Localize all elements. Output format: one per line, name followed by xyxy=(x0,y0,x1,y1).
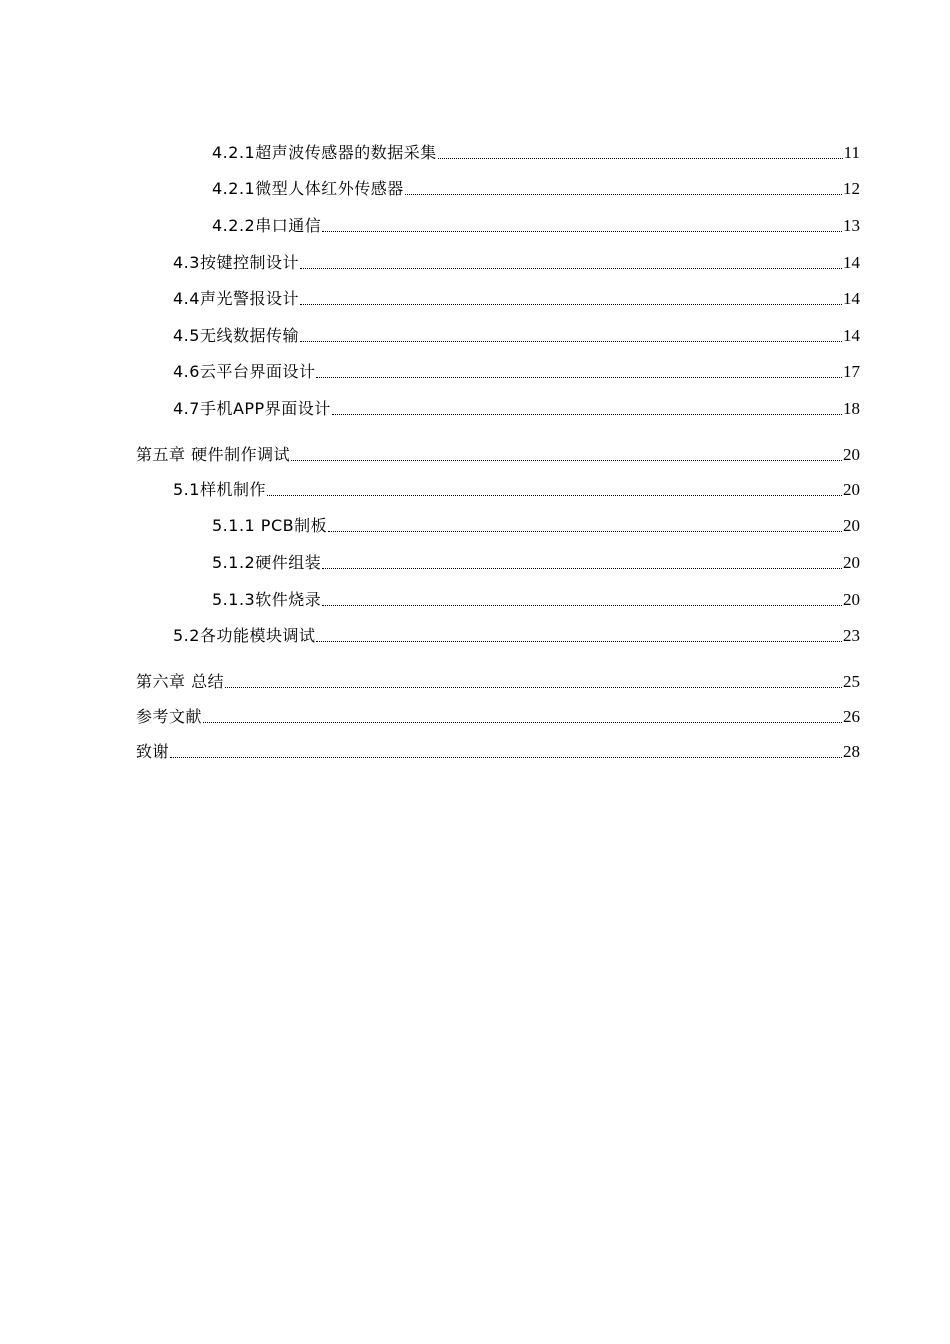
toc-entry-page: 12 xyxy=(843,179,860,198)
toc-entry-page: 28 xyxy=(843,742,860,761)
toc-entry-title: 致谢 xyxy=(136,742,170,761)
toc-entry-page: 14 xyxy=(843,253,860,272)
toc-entry[interactable] xyxy=(136,666,860,692)
toc-entry[interactable] xyxy=(212,173,860,199)
toc-entry[interactable] xyxy=(136,439,860,465)
toc-entry-page: 20 xyxy=(843,590,860,609)
toc-entry-page: 20 xyxy=(843,516,860,535)
toc-entry-title: 4.2.1微型人体红外传感器 xyxy=(212,179,404,198)
toc-dot-leader xyxy=(322,568,842,569)
toc-dot-leader xyxy=(291,460,842,461)
toc-entry-title: 4.5无线数据传输 xyxy=(173,326,299,345)
toc-dot-leader xyxy=(316,641,842,642)
toc-entry[interactable] xyxy=(136,701,860,727)
toc-entry[interactable] xyxy=(212,584,860,610)
toc-dot-leader xyxy=(300,341,842,342)
toc-entry-page: 18 xyxy=(843,399,860,418)
toc-entry-title: 5.1样机制作 xyxy=(173,480,266,499)
toc-entry[interactable] xyxy=(173,474,860,500)
toc-entry-page: 14 xyxy=(843,289,860,308)
toc-entry-page: 17 xyxy=(843,362,860,381)
toc-entry[interactable] xyxy=(173,620,860,646)
toc-entry[interactable] xyxy=(173,356,860,382)
toc-entry-page: 25 xyxy=(843,672,860,691)
toc-entry-title: 5.1.3软件烧录 xyxy=(212,590,322,609)
toc-entry-title: 5.2各功能模块调试 xyxy=(173,626,316,645)
toc-entry-title: 4.3按键控制设计 xyxy=(173,253,299,272)
toc-entry-title: 4.2.2串口通信 xyxy=(212,216,322,235)
toc-entry[interactable] xyxy=(212,210,860,236)
toc-entry-title: 5.1.2硬件组装 xyxy=(212,553,322,572)
toc-entry[interactable] xyxy=(136,736,860,762)
toc-entry-page: 11 xyxy=(843,143,860,162)
toc-entry-page: 26 xyxy=(843,707,860,726)
toc-entry[interactable] xyxy=(212,510,860,536)
toc-entry-page: 14 xyxy=(843,326,860,345)
toc-dot-leader xyxy=(300,268,842,269)
toc-dot-leader xyxy=(203,722,842,723)
toc-dot-leader xyxy=(170,757,842,758)
toc-entry[interactable] xyxy=(173,247,860,273)
toc-dot-leader xyxy=(332,414,842,415)
toc-dot-leader xyxy=(438,158,843,159)
toc-dot-leader xyxy=(405,194,842,195)
toc-entry-title: 第五章 硬件制作调试 xyxy=(136,445,291,464)
toc-entry-title: 第六章 总结 xyxy=(136,672,225,691)
toc-entry-page: 23 xyxy=(843,626,860,645)
toc-entry[interactable] xyxy=(212,137,860,163)
toc-entry-page: 20 xyxy=(843,553,860,572)
toc-entry-page: 20 xyxy=(843,445,860,464)
toc-dot-leader xyxy=(322,231,842,232)
toc-dot-leader xyxy=(322,605,842,606)
toc-entry-title: 4.6云平台界面设计 xyxy=(173,362,316,381)
toc-entry-title: 4.2.1超声波传感器的数据采集 xyxy=(212,143,437,162)
toc-entry-title: 5.1.1 PCB制板 xyxy=(212,516,328,535)
toc-entry-page: 20 xyxy=(843,480,860,499)
toc-dot-leader xyxy=(267,495,842,496)
toc-dot-leader xyxy=(225,687,842,688)
toc-entry-title: 参考文献 xyxy=(136,707,203,726)
toc-entry[interactable] xyxy=(212,547,860,573)
table-of-contents xyxy=(136,0,860,800)
toc-entry[interactable] xyxy=(173,393,860,419)
toc-entry[interactable] xyxy=(173,283,860,309)
toc-dot-leader xyxy=(328,531,842,532)
toc-entry-title: 4.7手机APP界面设计 xyxy=(173,399,331,418)
toc-dot-leader xyxy=(316,377,842,378)
toc-dot-leader xyxy=(300,304,842,305)
toc-entry[interactable] xyxy=(173,320,860,346)
toc-entry-page: 13 xyxy=(843,216,860,235)
toc-entry-title: 4.4声光警报设计 xyxy=(173,289,299,308)
